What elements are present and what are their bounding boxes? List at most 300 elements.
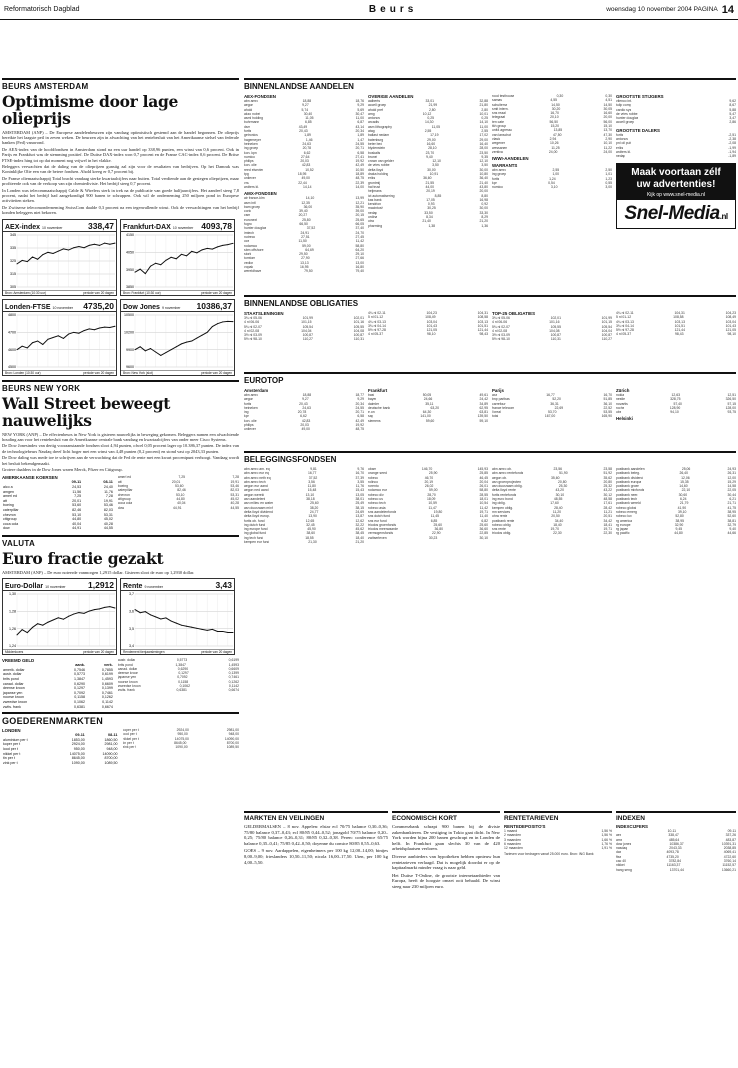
list-cell: 53,46 xyxy=(230,484,239,489)
list-cell: 0,6609 xyxy=(228,666,239,671)
list-cell: 15,29 xyxy=(727,479,736,484)
chart-value: 338,47 xyxy=(88,220,114,231)
list-cell: 37,40 xyxy=(355,226,364,231)
list-cell: 4¼ nl 02-11 xyxy=(616,311,634,315)
list-cell: 12,65 xyxy=(305,518,315,523)
data-point xyxy=(212,326,213,327)
list-cell: euronext xyxy=(244,217,258,222)
top25-title: TOP-25 OBLIGATIES xyxy=(492,311,536,316)
list-cell: dsm xyxy=(244,124,251,129)
list-cell: 29,00 xyxy=(427,137,436,142)
chart-value: 1,2912 xyxy=(88,580,114,591)
list-cell: kpn xyxy=(244,414,250,419)
list-cell: 8645,00 xyxy=(174,741,187,746)
list-cell: 3½ nl 03-09 xyxy=(244,333,262,338)
data-point xyxy=(227,320,228,321)
list-cell: 30,10 xyxy=(555,492,565,497)
list-cell: dow jones xyxy=(616,841,632,846)
list-cell: 30,12 xyxy=(603,492,612,497)
list-cell: 28,55 xyxy=(479,492,488,497)
list-cell: 20,80 xyxy=(603,479,612,484)
list-cell: 167,00 xyxy=(544,414,556,419)
amsterdam-article xyxy=(2,130,239,216)
list-cell: 20,51 xyxy=(603,514,612,519)
amerikaanse-koersen-more xyxy=(118,475,239,531)
list-cell: nestle xyxy=(616,397,626,402)
list-cell: 4¼ nl 02-11 xyxy=(368,311,386,315)
list-cell: 110,31 xyxy=(353,337,364,342)
list-cell: 20,43 xyxy=(299,401,308,406)
table-cell: 0,6609 xyxy=(101,681,113,686)
list-cell: 16,98 xyxy=(479,197,488,202)
list-cell: 3¾ nl 05-06 xyxy=(244,316,262,320)
y-tick-label: 9900 xyxy=(126,347,134,352)
y-tick-label: 1,24 xyxy=(9,644,16,649)
ad-logo: Snel-Media.nl xyxy=(616,200,736,229)
list-cell: 1,00 xyxy=(552,172,560,177)
y-tick-label: 3,7 xyxy=(129,592,134,597)
list-cell: 11,05 xyxy=(431,124,440,129)
aex-fondsen-list xyxy=(244,99,364,189)
table-cell: 0,6290 xyxy=(73,681,85,686)
series-line xyxy=(135,321,233,355)
list-cell: de vries robbe xyxy=(616,111,638,116)
table-cell: 0,6199 xyxy=(101,672,113,677)
list-cell: 3,50 xyxy=(481,163,488,168)
list-cell: 6,24 xyxy=(679,497,687,502)
list-cell: 128,00 xyxy=(725,405,736,410)
list-cell: 27,90 xyxy=(301,256,310,261)
list-cell: 0,7461 xyxy=(228,675,239,680)
list-cell: 53,70 xyxy=(547,410,557,415)
list-cell: 36,40 xyxy=(479,176,488,181)
list-cell: 2,80 xyxy=(481,107,488,112)
index-chart xyxy=(2,578,117,655)
list-cell: 19,80 xyxy=(433,509,443,514)
data-point xyxy=(94,609,95,610)
list-cell: 93,75 xyxy=(727,410,736,415)
list-cell: abn amro tech xyxy=(244,479,266,484)
list-cell: 35,90 xyxy=(355,204,364,209)
list-cell: 21,20 xyxy=(355,540,364,545)
data-point xyxy=(217,323,218,324)
list-cell: 104,31 xyxy=(477,311,488,315)
list-cell: 38,81 xyxy=(727,518,736,523)
index-charts-top xyxy=(2,219,239,296)
list-cell: 27,45 xyxy=(355,234,364,239)
article-paragraph: NEW YORK (ANP) – De effectenbeurs in New York is gisteren nauwelijks in beweging gekomen. Beleggers namen een afwachtende houding aan voor het rentebesluit van de Amerikaanse centrale bank vandaag en kwartaalcijfers van onder meer Cisco Systems. xyxy=(2,431,239,442)
data-point xyxy=(37,340,38,341)
data-point xyxy=(140,612,141,613)
table-cell: 11,76 xyxy=(104,489,113,494)
list-cell: eriks xyxy=(616,145,624,150)
list-cell: ing global fund xyxy=(244,531,267,536)
data-point xyxy=(53,337,54,338)
list-cell: 57,15 xyxy=(727,401,736,406)
chart-plot xyxy=(121,232,236,290)
list-cell: 9,40 xyxy=(426,154,433,159)
list-cell: 25,49 xyxy=(355,501,364,506)
list-cell: 6,58 xyxy=(357,150,364,155)
article-paragraph: In Londen was telecommaatschappij Cable & Wireless sterk in trek na de publicatie van goede halfjaarcijfers. Het aandeel steeg 7,8 procent, nadat het bedrijf had aangekondigd 900 banen te schrappen. Ook wil de onderneming 250 miljoen pond in Europese activiteiten steken. xyxy=(2,188,239,204)
list-cell: sns eur fund xyxy=(368,518,387,523)
amsterdam-headline: Optimisme door lage olieprijs xyxy=(2,92,179,128)
data-point xyxy=(104,242,105,243)
list-cell: kpn xyxy=(492,181,498,186)
list-item xyxy=(504,846,612,850)
list-cell: rood testhouse xyxy=(492,94,515,98)
list-cell: 0,25 xyxy=(427,116,435,121)
list-cell: wolters kl. xyxy=(244,184,260,189)
list-cell: 13701,44 xyxy=(669,867,684,872)
list-cell: 4¼ nl 03-13 xyxy=(368,319,386,324)
list-cell: 2981,00 xyxy=(226,728,239,733)
list-cell: 7,25 xyxy=(178,475,186,480)
list-cell: 30,00 xyxy=(479,206,488,211)
list-cell: getronics xyxy=(244,133,258,138)
list-cell: 3760,14 xyxy=(723,859,736,864)
data-point xyxy=(140,268,141,269)
list-cell: air france-klm xyxy=(244,196,265,201)
data-point xyxy=(233,632,234,633)
data-point xyxy=(227,632,228,633)
list-cell: 5 nl 01-12 xyxy=(368,315,384,320)
list-cell: 53,10 xyxy=(175,492,185,497)
list-cell: 20,01 xyxy=(171,479,181,484)
chart-plot xyxy=(3,312,118,370)
list-cell: 3782,84 xyxy=(668,859,681,864)
chart-date: 10 november xyxy=(45,585,66,590)
list-cell: otra xyxy=(368,219,374,224)
list-cell: 36,60 xyxy=(423,176,432,181)
chart-title: Dow Jones xyxy=(123,303,160,311)
list-cell: draka holding xyxy=(368,172,389,177)
list-cell: ordina xyxy=(368,215,378,220)
y-tick-label: 1,30 xyxy=(9,592,16,597)
list-cell: 0,1297 xyxy=(178,671,189,676)
markten-head: MARKTEN EN VEILINGEN xyxy=(244,811,388,822)
list-cell: 38,60 xyxy=(306,531,316,536)
table-cell: 53,31 xyxy=(103,512,113,517)
data-point xyxy=(212,248,213,249)
list-cell: 63,20 xyxy=(430,405,440,410)
table-cell: att xyxy=(3,498,7,503)
list-cell: 4069,41 xyxy=(723,850,736,855)
list-cell: 0,92 xyxy=(481,202,488,207)
list-cell: ahold xyxy=(244,107,253,112)
list-cell: 1,89 xyxy=(357,133,364,138)
list-cell: 19,70 xyxy=(550,527,559,532)
y-tick-label: 335 xyxy=(10,245,16,250)
list-cell: postbank wereld xyxy=(616,501,641,506)
data-point xyxy=(165,352,166,353)
list-cell: 21,30 xyxy=(308,540,317,545)
list-cell: 3¾ nl 04-14 xyxy=(616,323,634,328)
list-cell: 13,05 xyxy=(355,492,364,497)
list-cell: 22,69 xyxy=(554,405,564,410)
list-cell: bayer xyxy=(368,397,377,402)
list-cell: 0,55 xyxy=(605,181,612,186)
economisch-article xyxy=(392,824,500,890)
column-header: aank. xyxy=(75,663,85,668)
data-point xyxy=(22,259,23,260)
list-cell: 36,31 xyxy=(550,401,559,406)
column-header: 08-11 xyxy=(107,733,118,738)
list-cell: kempen oblig. xyxy=(492,505,514,510)
list-cell: 38,95 xyxy=(727,509,736,514)
list-cell: 4 nl 02-08 xyxy=(492,328,508,333)
list-cell: 50,05 xyxy=(422,393,432,397)
chart-title: Rente xyxy=(123,583,143,591)
table-cell: 24,40 xyxy=(103,485,113,490)
data-point xyxy=(171,621,172,622)
list-cell: 28,70 xyxy=(427,492,436,497)
list-cell: numico xyxy=(244,154,255,159)
list-cell: 23,70 xyxy=(425,150,435,155)
list-cell: 2,90 xyxy=(605,136,612,141)
data-point xyxy=(32,256,33,257)
list-cell: vedior xyxy=(244,260,254,265)
list-cell: 34,89 xyxy=(479,401,488,406)
list-cell: 5 nl 01-12 xyxy=(616,315,632,320)
list-cell: batenburg xyxy=(368,137,384,142)
data-point xyxy=(94,243,95,244)
list-cell: fortis xyxy=(244,129,252,134)
data-point xyxy=(181,625,182,626)
list-cell: 10-11 xyxy=(667,829,676,833)
indexcijfers-title: INDEXCIJFERS xyxy=(616,824,648,829)
list-cell: fortis xyxy=(616,132,624,137)
list-cell: 9,62 xyxy=(729,99,736,103)
list-cell: arcadis xyxy=(368,120,379,125)
data-point xyxy=(32,627,33,628)
amx-fondsen-list xyxy=(244,196,364,273)
list-cell: 20,71 xyxy=(355,146,364,151)
list-cell: 24,69 xyxy=(355,509,364,514)
vreemd-geld-title: VREEMD GELD xyxy=(2,658,35,664)
data-point xyxy=(42,344,43,345)
top25-list-2 xyxy=(616,311,736,337)
list-cell: 950,00 xyxy=(177,732,188,737)
list-cell: 66,05 xyxy=(355,222,364,227)
table-cell: 0,7546 xyxy=(73,667,85,672)
table-cell: 0,1142 xyxy=(102,699,113,704)
list-cell: 25,60 xyxy=(310,501,319,506)
table-cell: 82,46 xyxy=(72,508,82,513)
list-cell: tin per t xyxy=(122,741,134,746)
binnenlandse-aandelen-head: BINNENLANDSE AANDELEN xyxy=(244,78,736,91)
table-cell: 0,6674 xyxy=(101,704,113,709)
list-cell: 20,15 xyxy=(355,213,364,218)
list-cell: 11152,57 xyxy=(722,863,736,868)
list-cell: 21,55 xyxy=(425,180,435,185)
list-cell: 40,28 xyxy=(230,501,239,506)
list-cell: 30,00 xyxy=(479,167,488,172)
list-cell: robeco emerg xyxy=(616,509,637,514)
list-cell: 19,92 xyxy=(355,159,364,164)
list-cell: 139,50 xyxy=(477,414,488,419)
list-cell: de vries robbe xyxy=(368,163,390,168)
list-cell: ing xyxy=(244,410,249,415)
list-cell: 38,01 xyxy=(355,497,364,502)
list-cell: 12 maanden xyxy=(504,846,523,851)
table-cell: brits pond xyxy=(3,676,19,681)
list-cell: 39,40 xyxy=(299,209,308,214)
data-point xyxy=(160,354,161,355)
list-cell: heijmans xyxy=(368,189,382,194)
list-cell: 79,40 xyxy=(355,269,364,274)
data-point xyxy=(145,350,146,351)
list-cell: 43,14 xyxy=(355,124,364,129)
list-cell: 82,46 xyxy=(177,488,186,493)
list-cell: 101,99 xyxy=(601,316,612,320)
list-cell: 2,86 xyxy=(729,120,736,125)
data-point xyxy=(165,618,166,619)
list-cell: 10,91 xyxy=(429,172,439,177)
data-point xyxy=(37,623,38,624)
list-cell: 100,87 xyxy=(353,333,364,338)
list-cell: 1,24 xyxy=(549,176,556,181)
left-column xyxy=(2,78,239,765)
list-cell: 18,01 xyxy=(479,497,488,502)
y-tick-label: 3850 xyxy=(126,284,134,289)
list-cell: 36,00 xyxy=(303,204,313,209)
data-point xyxy=(78,332,79,333)
table-cell: dow xyxy=(3,526,10,531)
list-cell: bnp paribas xyxy=(492,397,510,402)
list-cell: 948,00 xyxy=(228,732,239,737)
data-point xyxy=(176,623,177,624)
list-cell: 52,80 xyxy=(675,514,684,519)
data-point xyxy=(196,628,197,629)
list-cell: 14,10 xyxy=(479,120,488,125)
list-cell: abn amro ob. xyxy=(492,467,512,471)
chart-source: Bron: Londen (10:30 uur) xyxy=(5,370,41,375)
list-cell: 35,11 xyxy=(425,401,434,406)
data-point xyxy=(47,338,48,339)
list-cell: 16,70 xyxy=(550,111,559,116)
y-tick-label: 4600 xyxy=(8,347,16,352)
list-item xyxy=(492,414,612,418)
list-cell: dax xyxy=(616,850,622,855)
list-cell: 23,58 xyxy=(603,467,612,471)
list-cell: 30,00 xyxy=(427,167,436,172)
list-cell: -1,94 xyxy=(728,149,736,154)
table-cell: 14075,00 xyxy=(69,751,85,756)
list-cell: 10,52 xyxy=(305,167,314,172)
chart-title: AEX-index xyxy=(5,223,41,231)
list-cell: 56,50 xyxy=(549,119,559,124)
data-point xyxy=(78,612,79,613)
list-cell: rg europe xyxy=(616,522,631,527)
list-cell: 51,90 xyxy=(559,471,568,476)
table-cell: austr. dollar xyxy=(3,672,22,677)
list-cell: 18,89 xyxy=(355,172,364,177)
list-cell: 1,66 % xyxy=(601,837,612,842)
list-cell: vnu xyxy=(244,180,250,185)
data-point xyxy=(207,630,208,631)
chart-footer xyxy=(3,649,116,654)
y-tick-label: 3,5 xyxy=(129,627,134,632)
table-cell: 11,56 xyxy=(72,489,82,494)
list-cell: 49,61 xyxy=(479,393,488,397)
advertisement[interactable] xyxy=(616,163,736,229)
list-cell: 24,63 xyxy=(302,141,311,146)
data-point xyxy=(217,631,218,632)
list-cell: 10,10 xyxy=(603,141,612,146)
column-header: verk. xyxy=(103,663,113,668)
list-cell: 0,1262 xyxy=(228,679,239,684)
list-cell: 11,42 xyxy=(479,505,488,510)
list-cell: 33,50 xyxy=(424,210,433,215)
list-cell: 33,01 xyxy=(425,99,435,103)
chart-header xyxy=(121,300,234,312)
data-point xyxy=(63,619,64,620)
list-cell: 46,45 xyxy=(479,475,488,480)
list-cell: 5½ nl 97-28 xyxy=(368,328,386,333)
eurotop-zurich-list xyxy=(616,393,736,414)
list-cell: ballast nedam xyxy=(368,133,390,138)
list-cell: aegon xyxy=(244,103,254,108)
list-cell: 101,99 xyxy=(302,316,313,320)
list-cell: 13,70 xyxy=(603,128,612,133)
data-point xyxy=(186,255,187,256)
data-point xyxy=(27,261,28,262)
list-cell: heineken xyxy=(244,141,258,146)
data-point xyxy=(89,328,90,329)
list-cell: 5,69 xyxy=(357,107,364,112)
list-cell: blydenstein xyxy=(368,146,386,151)
table-cell: chevron xyxy=(3,512,16,517)
list-cell: 1,89 xyxy=(304,133,311,138)
list-cell: 0,6290 xyxy=(177,666,189,671)
list-cell: 19,71 xyxy=(603,527,612,532)
list-cell: 58,80 xyxy=(355,243,364,248)
list-cell: fortis rentefonds xyxy=(492,492,517,497)
list-cell: 43,49 xyxy=(298,124,308,129)
data-point xyxy=(22,629,23,630)
list-cell: 29,50 xyxy=(299,252,308,257)
list-cell: 9,76 xyxy=(357,467,364,471)
list-cell: 20,34 xyxy=(355,129,364,134)
list-cell: 20,04 xyxy=(479,479,488,484)
list-cell: ict automatisering xyxy=(368,193,395,198)
list-cell: 28,42 xyxy=(603,505,612,510)
list-cell: 20,00 xyxy=(603,115,612,120)
list-cell: 16,80 xyxy=(355,264,364,269)
list-cell: 9,27 xyxy=(302,397,309,402)
list-cell: 3 maanden xyxy=(504,837,521,842)
list-cell: 12,10 xyxy=(479,159,488,164)
list-cell: 121,44 xyxy=(674,328,685,333)
list-cell: smit intern. xyxy=(492,106,509,111)
list-cell: 2043,33 xyxy=(669,846,682,851)
list-cell: chevron xyxy=(117,492,130,497)
list-cell: 10,01 xyxy=(479,111,488,116)
list-cell: 45,90 xyxy=(307,527,316,532)
data-point xyxy=(202,334,203,335)
list-cell: 48,75 xyxy=(355,176,364,181)
list-cell: 13,13 xyxy=(300,260,309,265)
list-cell: 12,00 xyxy=(727,475,736,480)
list-cell: 20,71 xyxy=(355,410,364,415)
list-item xyxy=(616,410,736,414)
list-cell: 39,10 xyxy=(677,509,687,514)
list-cell: e.on xyxy=(368,410,375,415)
paper-name: Reformatorisch Dagblad xyxy=(4,6,80,13)
list-cell: 4722,60 xyxy=(723,854,736,859)
beleggingsfondsen-column xyxy=(616,467,736,807)
